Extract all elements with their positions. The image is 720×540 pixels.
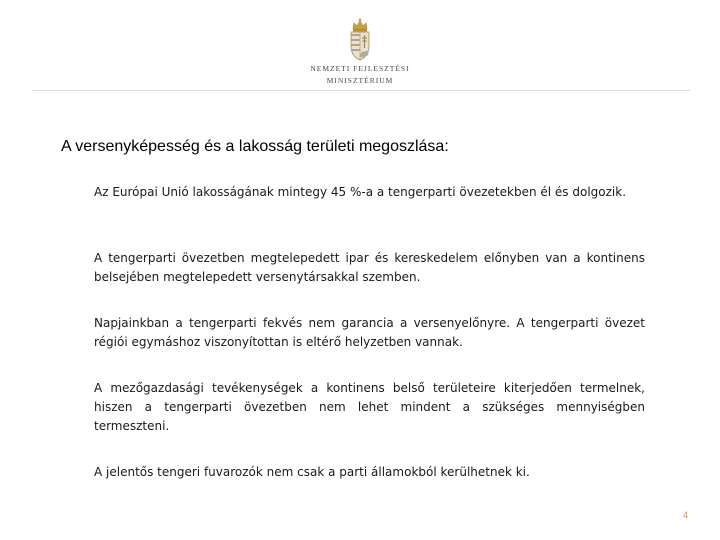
ministry-name-line2: MINISZTÉRIUM xyxy=(326,76,394,85)
ministry-name-line1: NEMZETI FEJLESZTÉSI xyxy=(310,64,410,73)
header-divider xyxy=(32,90,690,91)
paragraph-2: A tengerparti övezetben megtelepedett ipar és kereskedelem előnyben van a kontinens belsejében megtelepedett versenytársakkal szemben. xyxy=(94,251,645,284)
paragraph-4: A mezőgazdasági tevékenységek a kontinens belső területeire kiterjedően termelnek, hiszen a tengerparti övezetben nem lehet mindent a szükséges mennyiségben termeszteni. xyxy=(94,381,645,433)
paragraph-3: Napjainkban a tengerparti fekvés nem garancia a versenyelőnyre. A tengerparti övezet régiói egymáshoz viszonyítottan is eltérő helyzetben vannak. xyxy=(94,316,645,349)
paragraph-1: Az Európai Unió lakosságának mintegy 45 %-a a tengerparti övezetekben él és dolgozik. xyxy=(94,185,627,199)
hungarian-coat-of-arms-icon xyxy=(346,18,374,62)
paragraph-5: A jelentős tengeri fuvarozók nem csak a parti államokból kerülhetnek ki. xyxy=(94,465,530,479)
ministry-logo xyxy=(300,18,420,92)
page-number: 4 xyxy=(683,510,689,520)
slide-title: A versenyképesség és a lakosság területi megoszlása: xyxy=(61,138,449,155)
